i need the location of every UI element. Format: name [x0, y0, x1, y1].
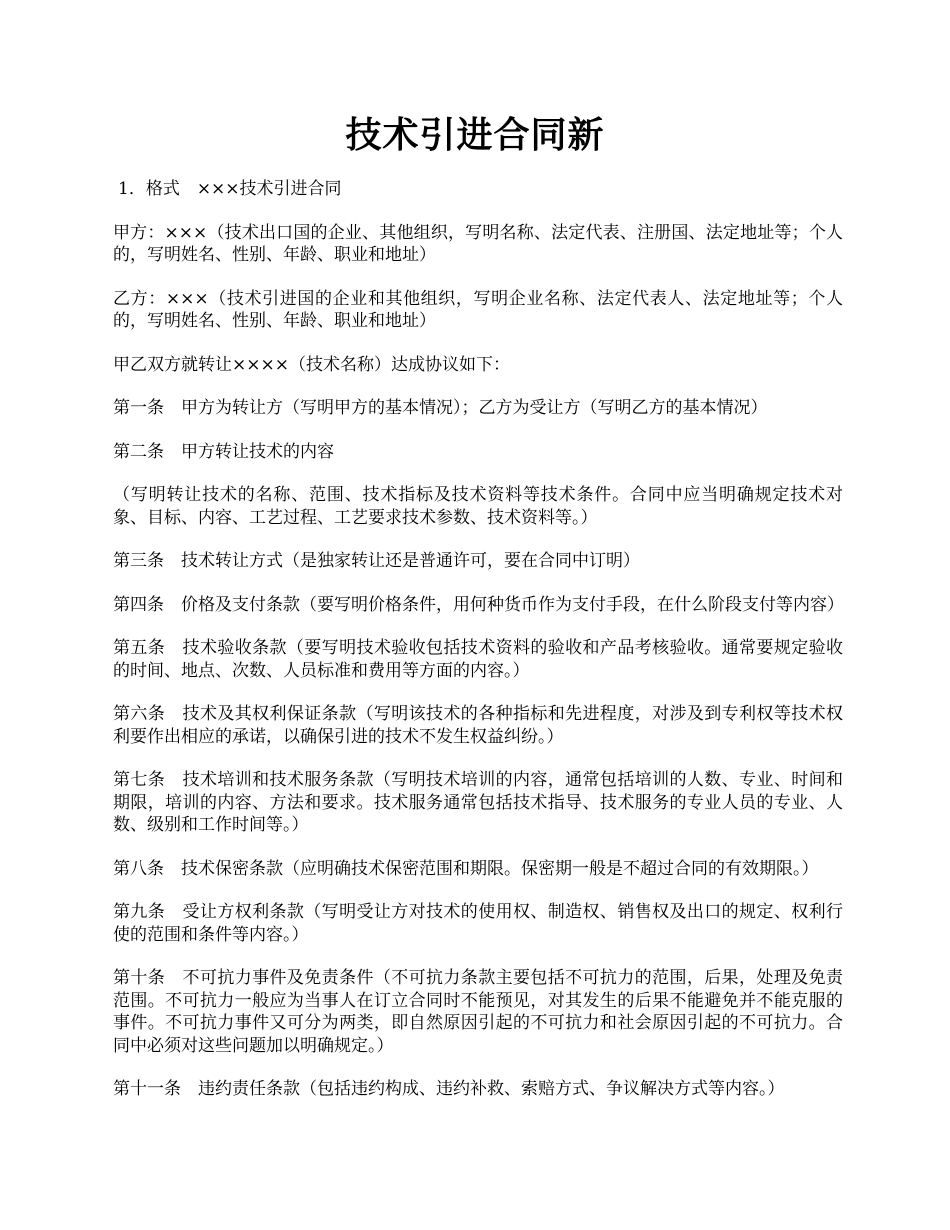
paragraph-article-11: 第十一条 违约责任条款（包括违约构成、违约补救、索赔方式、争议解决方式等内容。）	[113, 1079, 785, 1099]
paragraph-article-2-detail: （写明转让技术的名称、范围、技术指标及技术资料等技术条件。合同中应当明确规定技术对象、目标、内容、工艺过程、工艺要求技术参数、技术资料等。）	[113, 485, 843, 528]
paragraph-article-3: 第三条 技术转让方式（是独家转让还是普通许可，要在合同中订明）	[113, 551, 640, 571]
paragraph-article-2: 第二条 甲方转让技术的内容	[113, 441, 334, 462]
paragraph-format: 1．格式 ×××技术引进合同	[118, 179, 342, 199]
paragraph-agreement-intro: 甲乙双方就转让××××（技术名称）达成协议如下：	[113, 354, 510, 375]
paragraph-party-a: 甲方：×××（技术出口国的企业、其他组织，写明名称、法定代表、注册国、法定地址等；个人的，写明姓名、性别、年龄、职业和地址）	[113, 222, 843, 265]
paragraph-article-10: 第十条 不可抗力事件及免责条件（不可抗力条款主要包括不可抗力的范围，后果，处理及免责范围。不可抗力一般应为当事人在订立合同时不能预见，对其发生的后果不能避免并不能克服的事件。不可抗力事件又可分为两类，即自然原因引起的不可抗力和社会原因引起的不可抗力。合同中必须对这些问题加以明确规定。）	[113, 968, 843, 1056]
document-body	[113, 178, 843, 1122]
document-title: 技术引进合同新	[345, 114, 605, 156]
paragraph-party-b: 乙方：×××（技术引进国的企业和其他组织，写明企业名称、法定代表人、法定地址等；个人的，写明姓名、性别、年龄、职业和地址）	[113, 288, 843, 331]
paragraph-article-8: 第八条 技术保密条款（应明确技术保密范围和期限。保密期一般是不超过合同的有效期限。）	[113, 858, 819, 879]
paragraph-article-5: 第五条 技术验收条款（要写明技术验收包括技术资料的验收和产品考核验收。通常要规定验收的时间、地点、次数、人员标准和费用等方面的内容。）	[113, 638, 843, 681]
paragraph-article-6: 第六条 技术及其权利保证条款（写明该技术的各种指标和先进程度，对涉及到专利权等技术权利要作出相应的承诺，以确保引进的技术不发生权益纠纷。）	[113, 704, 843, 747]
paragraph-article-9: 第九条 受让方权利条款（写明受让方对技术的使用权、制造权、销售权及出口的规定、权利行使的范围和条件等内容。）	[113, 902, 843, 945]
paragraph-article-1: 第一条 甲方为转让方（写明甲方的基本情况）；乙方为受让方（写明乙方的基本情况）	[113, 398, 768, 418]
paragraph-article-7: 第七条 技术培训和技术服务条款（写明技术培训的内容，通常包括培训的人数、专业、时间和期限，培训的内容、方法和要求。技术服务通常包括技术指导、技术服务的专业人员的专业、人数、级别和工作时间等。）	[113, 770, 843, 835]
paragraph-article-4: 第四条 价格及支付条款（要写明价格条件，用何种货币作为支付手段，在什么阶段支付等内容）	[113, 594, 844, 615]
